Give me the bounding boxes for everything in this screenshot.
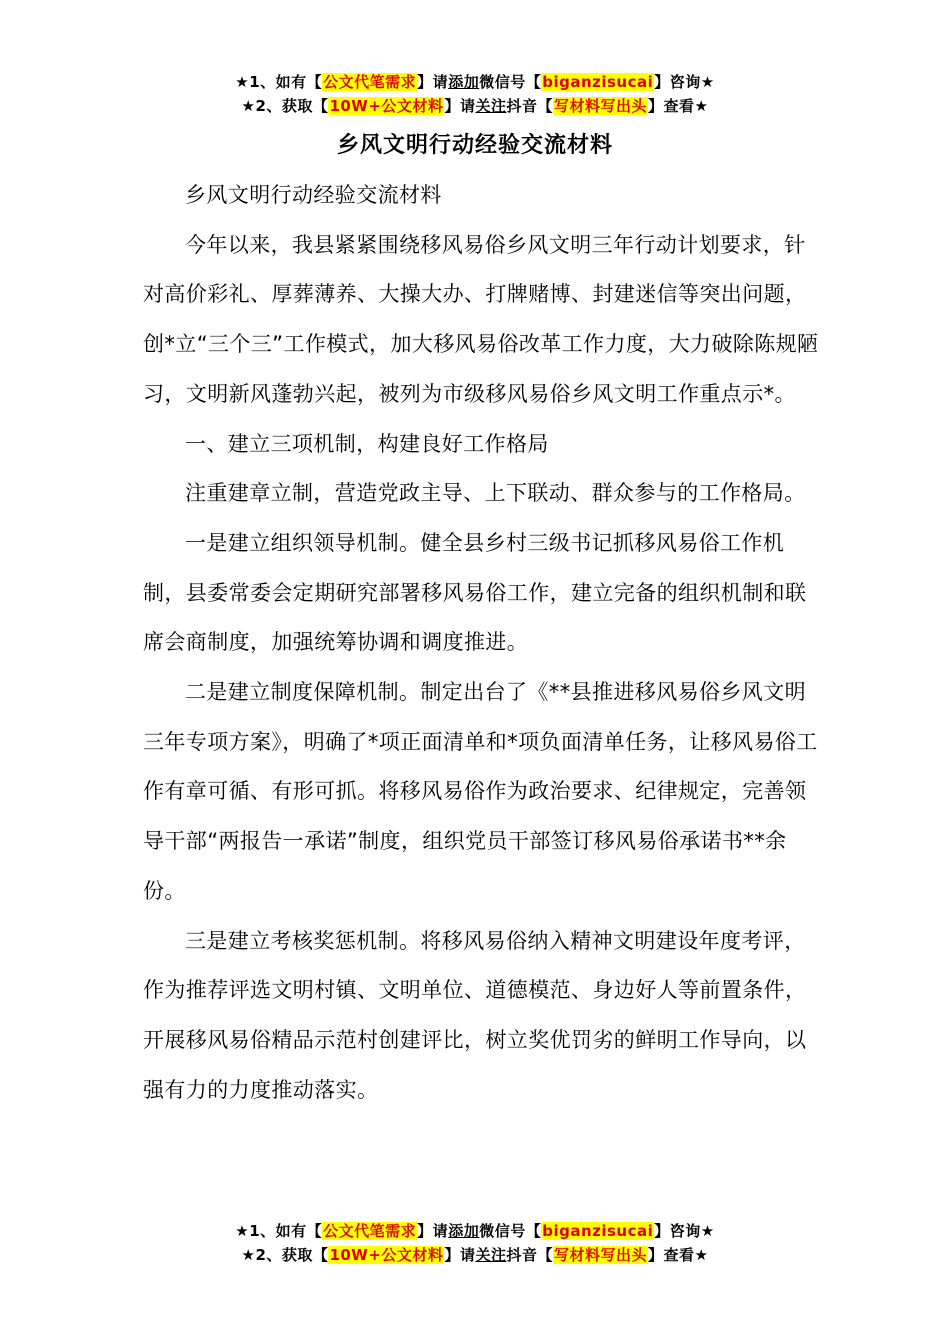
footer-highlight-materials: 10W+公文材料: [329, 1246, 444, 1264]
banner-line-2-mid: 】请: [444, 97, 476, 115]
banner-line-1-mid: 】请: [417, 73, 449, 91]
banner-underline-follow: 关注: [475, 97, 507, 115]
section-heading-1: 一、建立三项机制，构建良好工作格局: [185, 431, 549, 456]
footer-banner-line-1: [0, 1219, 950, 1243]
header-banner: [0, 70, 950, 118]
paragraph-section-1-summary: 注重建章立制，营造党政主导、上下联动、群众参与的工作格局。: [185, 481, 806, 506]
footer-line-1-mid: 】请: [417, 1222, 449, 1240]
footer-line-2-prefix: ★2、获取【: [241, 1246, 329, 1264]
document-title: 乡风文明行动经验交流材料: [336, 133, 613, 158]
paragraph-mechanism-2: 二是建立制度保障机制。制定出台了《**县推进移风易俗乡风文明三年专项方案》，明确了*项正面清单和*项负面清单任务，让移风易俗工作有章可循、有形可抓。将移风易俗作为政治要求、纪律规定，完善领导干部“两报告一承诺”制度，组织党员干部签订移风易俗承诺书**余份。: [143, 680, 818, 903]
banner-line-1-prefix: ★1、如有【: [235, 73, 323, 91]
paragraph-subtitle: 乡风文明行动经验交流材料: [185, 183, 442, 207]
footer-line-2-suffix: 】查看★: [648, 1246, 709, 1264]
banner-highlight-service: 公文代笔需求: [323, 73, 417, 91]
footer-underline-add: 添加: [448, 1222, 480, 1240]
footer-line-1-wechat-label: 微信号【: [479, 1222, 542, 1240]
paragraph-intro: 今年以来，我县紧紧围绕移风易俗乡风文明三年行动计划要求，针对高价彩礼、厚葬薄养、大操大办、打牌赌博、封建迷信等突出问题，创*立“三个三”工作模式，加大移风易俗改革工作力度，大力破除陈规陋习，文明新风蓬勃兴起，被列为市级移风易俗乡风文明工作重点示*。: [143, 232, 819, 406]
footer-banner-line-2: [0, 1243, 950, 1267]
banner-line-1: [0, 70, 950, 94]
banner-line-2-douyin-label: 抖音【: [506, 97, 553, 115]
banner-line-2-suffix: 】查看★: [648, 97, 709, 115]
banner-underline-add: 添加: [448, 73, 480, 91]
footer-highlight-wechat-id: biganzisucai: [542, 1222, 654, 1240]
banner-highlight-materials: 10W+公文材料: [329, 97, 444, 115]
footer-line-1-suffix: 】咨询★: [654, 1222, 715, 1240]
paragraph-mechanism-3: 三是建立考核奖惩机制。将移风易俗纳入精神文明建设年度考评，作为推荐评选文明村镇、文明单位、道德模范、身边好人等前置条件，开展移风易俗精品示范村创建评比，树立奖优罚劣的鲜明工作导向，以强有力的力度推动落实。: [143, 928, 807, 1102]
footer-highlight-service: 公文代笔需求: [323, 1222, 417, 1240]
banner-line-1-suffix: 】咨询★: [654, 73, 715, 91]
footer-line-2-mid: 】请: [444, 1246, 476, 1264]
document-body: [143, 171, 823, 1115]
footer-banner: [0, 1219, 950, 1267]
paragraph-mechanism-1: 一是建立组织领导机制。健全县乡村三级书记抓移风易俗工作机制，县委常委会定期研究部署移风易俗工作，建立完备的组织机制和联席会商制度，加强统筹协调和调度推进。: [143, 530, 807, 655]
banner-highlight-douyin-id: 写材料写出头: [553, 97, 647, 115]
banner-line-1-wechat-label: 微信号【: [479, 73, 542, 91]
footer-line-1-prefix: ★1、如有【: [235, 1222, 323, 1240]
footer-underline-follow: 关注: [475, 1246, 507, 1264]
banner-line-2-prefix: ★2、获取【: [241, 97, 329, 115]
banner-line-2: [0, 94, 950, 118]
banner-highlight-wechat-id: biganzisucai: [542, 73, 654, 91]
footer-highlight-douyin-id: 写材料写出头: [553, 1246, 647, 1264]
footer-line-2-douyin-label: 抖音【: [506, 1246, 553, 1264]
